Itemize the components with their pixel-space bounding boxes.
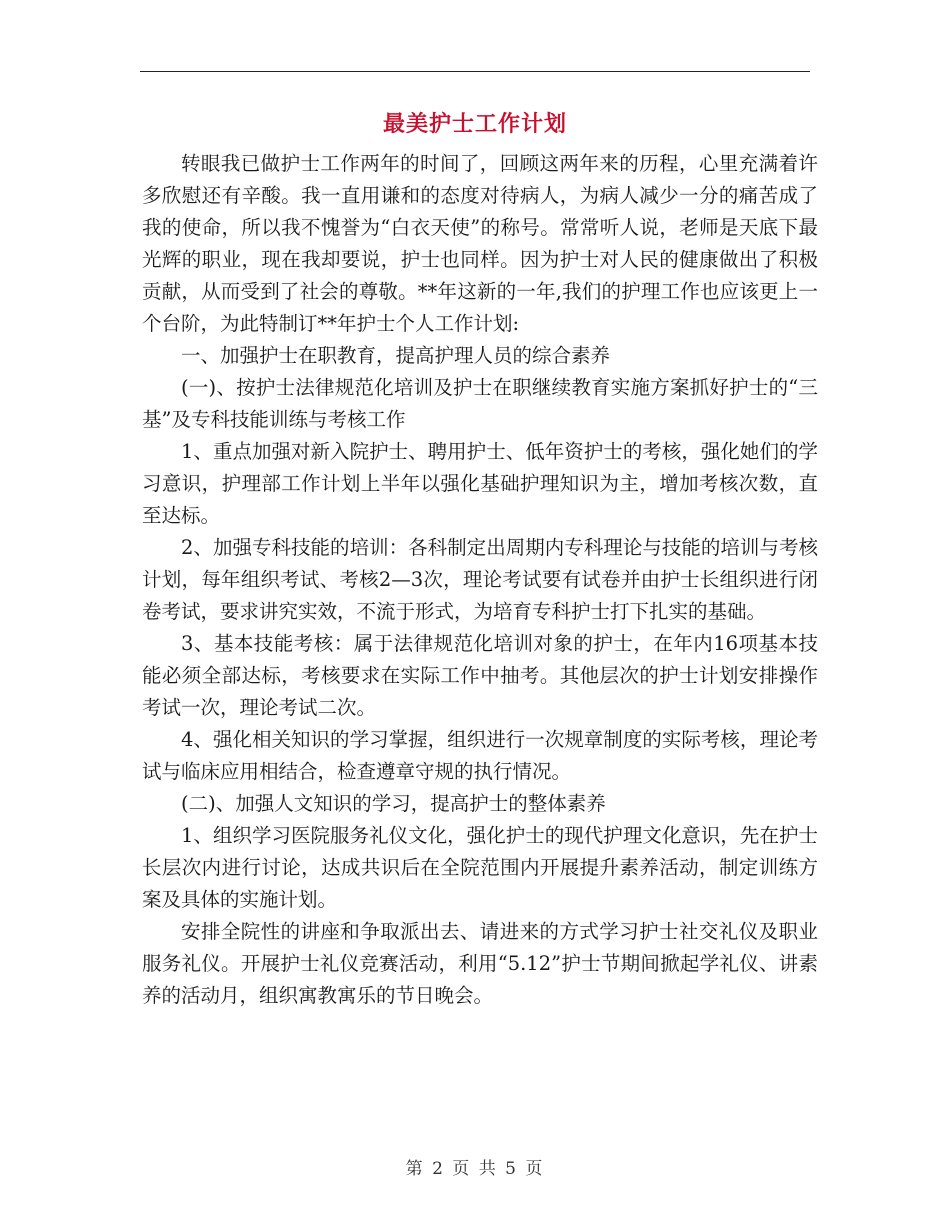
page-footer: 第 2 页 共 5 页 xyxy=(405,1159,545,1179)
intro-paragraph: 转眼我已做护士工作两年的时间了，回顾这两年来的历程，心里充满着许多欣慰还有辛酸。我一直用谦和的态度对待病人，为病人减少一分的痛苦成了我的使命，所以我不愧誉为“白衣天使”的称号。常常听人说，老师是天底下最光辉的职业，现在我却要说，护士也同样。因为护士对人民的健康做出了积极贡献，从而受到了社会的尊敬。**年这新的一年,我们的护理工作也应该更上一个台阶，为此特制订**年护士个人工作计划: xyxy=(142,152,818,335)
item-paragraph-4: 4、强化相关知识的学习掌握，组织进行一次规章制度的实际考核，理论考试与临床应用相结合，检查遵章守规的执行情况。 xyxy=(142,728,818,783)
item-paragraph-3: 3、基本技能考核：属于法律规范化培训对象的护士，在年内16项基本技能必须全部达标，考核要求在实际工作中抽考。其他层次的护士计划安排操作考试一次，理论考试二次。 xyxy=(142,632,818,719)
page-title: 最美护士工作计划 xyxy=(382,111,567,137)
subsection-heading-2: (二)、加强人文知识的学习，提高护士的整体素养 xyxy=(181,792,606,815)
subsection-heading-1: (一)、按护士法律规范化培训及护士在职继续教育实施方案抓好护士的“三基”及专科技能训练与考核工作 xyxy=(142,376,818,431)
item-paragraph-6: 安排全院性的讲座和争取派出去、请进来的方式学习护士社交礼仪及职业服务礼仪。开展护士礼仪竞赛活动，利用“5.12”护士节期间掀起学礼仪、讲素养的活动月，组织寓教寓乐的节日晚会。 xyxy=(142,920,818,1007)
item-paragraph-1: 1、重点加强对新入院护士、聘用护士、低年资护士的考核，强化她们的学习意识，护理部工作计划上半年以强化基础护理知识为主，增加考核次数，直至达标。 xyxy=(142,440,818,527)
document-body xyxy=(142,148,818,1012)
item-paragraph-5: 1、组织学习医院服务礼仪文化，强化护士的现代护理文化意识，先在护士长层次内进行讨论，达成共识后在全院范围内开展提升素养活动，制定训练方案及具体的实施计划。 xyxy=(142,824,818,911)
item-paragraph-2: 2、加强专科技能的培训：各科制定出周期内专科理论与技能的培训与考核计划，每年组织考试、考核2—3次，理论考试要有试卷并由护士长组织进行闭卷考试，要求讲究实效，不流于形式，为培育专科护士打下扎实的基础。 xyxy=(142,536,818,623)
section-heading-1: 一、加强护士在职教育，提高护理人员的综合素养 xyxy=(181,344,611,367)
header-rule xyxy=(140,71,810,72)
